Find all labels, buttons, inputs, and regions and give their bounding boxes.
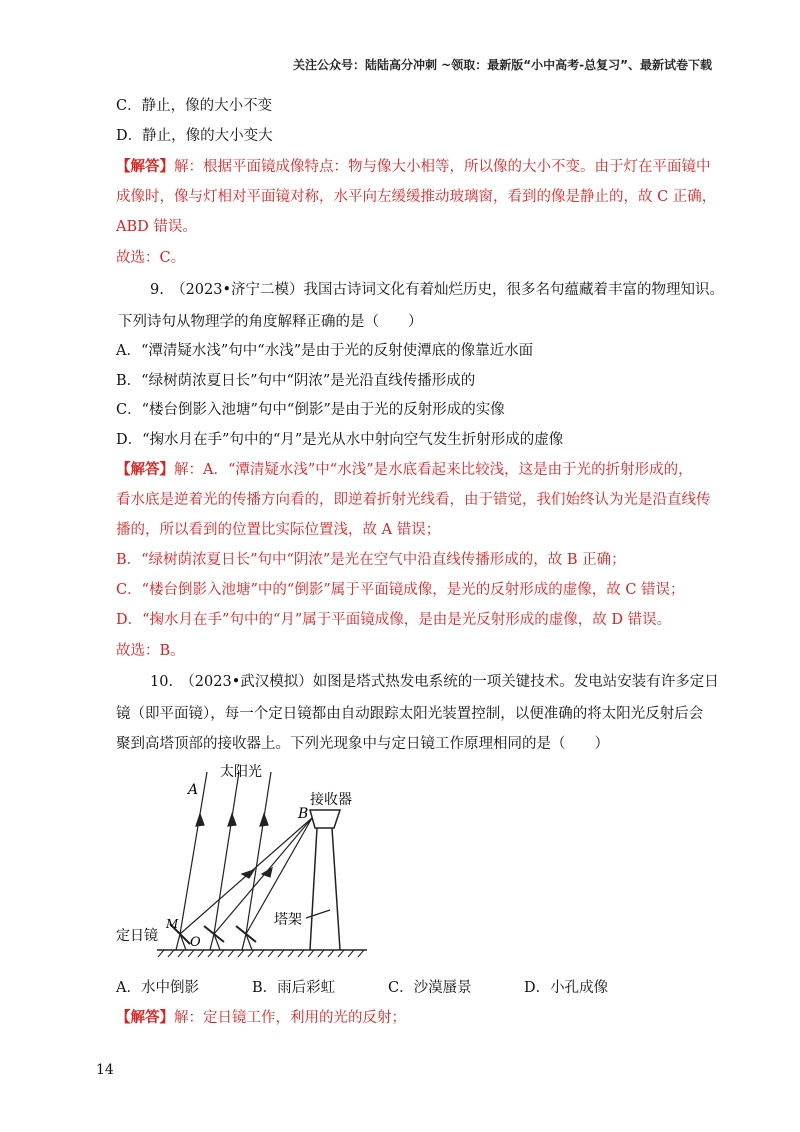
text-line bbox=[116, 734, 716, 754]
option-c: C．沙漠蜃景 bbox=[388, 980, 472, 996]
line-text: 9. （2023•济宁二模）我国古诗词文化有着灿烂历史，很多名句蕴藏着丰富的物理知识。 bbox=[150, 282, 725, 298]
line-text: 10. （2023•武汉模拟）如图是塔式热发电系统的一项关键技术。发电站安装有许多定日 bbox=[150, 674, 719, 690]
text-line bbox=[116, 490, 716, 510]
line-text: 聚到高塔顶部的接收器上。下列光现象中与定日镜工作原理相同的是（ ） bbox=[116, 736, 609, 752]
line-text: 成像时，像与灯相对平面镜对称，水平向左缓缓推动玻璃窗，看到的像是静止的，故 C 正确， bbox=[116, 189, 717, 205]
text-line bbox=[116, 371, 716, 391]
line-text: D．“掬水月在手”句中的“月”属于平面镜成像，是由是光反射形成的虚像，故 D 错误。 bbox=[116, 612, 672, 628]
line-text: 解：A．“潭清疑水浅”中“水浅”是水底看起来比较浅，这是由于光的折射形成的， bbox=[174, 462, 693, 478]
text-line bbox=[116, 610, 716, 630]
answer-tag: 【解答】 bbox=[116, 461, 174, 478]
label-o: O bbox=[190, 935, 201, 950]
option-a: A．水中倒影 bbox=[116, 980, 199, 996]
text-line bbox=[116, 704, 716, 724]
answer-tag: 【解答】 bbox=[116, 158, 174, 175]
heliostat-label: 定日镜 bbox=[116, 928, 158, 944]
line-text: 故选：B。 bbox=[116, 643, 185, 659]
line-text: 播的，所以看到的位置比实际位置浅，故 A 错误； bbox=[116, 522, 441, 538]
text-line bbox=[116, 520, 716, 540]
line-text: 看水底是逆着光的传播方向看的，即逆着折射光线看，由于错觉，我们始终认为光是沿直线传 bbox=[116, 492, 711, 508]
text-line bbox=[116, 641, 716, 661]
text-line bbox=[150, 672, 719, 692]
answer-text: 解：定日镜工作，利用的光的反射； bbox=[174, 1010, 406, 1026]
line-text: 解：根据平面镜成像特点：物与像大小相等，所以像的大小不变。由于灯在平面镜中 bbox=[174, 159, 711, 175]
receiver-label: 接收器 bbox=[310, 792, 352, 808]
line-text: B．“绿树荫浓夏日长”句中“阴浓”是光沿直线传播形成的 bbox=[116, 373, 476, 389]
line-text: C．静止，像的大小不变 bbox=[116, 98, 273, 114]
text-line bbox=[116, 550, 716, 570]
text-line bbox=[118, 312, 716, 332]
option-d: D．小孔成像 bbox=[524, 980, 609, 996]
page-header: 关注公众号：陆陆高分冲刺 ~领取：最新版“小中高考-总复习”、最新试卷下载 bbox=[293, 58, 712, 72]
label-a: A bbox=[188, 782, 199, 798]
text-line bbox=[116, 400, 716, 420]
text-line bbox=[116, 96, 716, 116]
text-line bbox=[116, 580, 716, 600]
answer-tag: 【解答】 bbox=[116, 1009, 174, 1026]
text-line bbox=[116, 341, 716, 361]
line-text: 故选：C。 bbox=[116, 250, 186, 266]
text-line bbox=[116, 157, 716, 177]
line-text: 镜（即平面镜），每一个定日镜都由自动跟踪太阳光装置控制，以便准确的将太阳光反射后会 bbox=[116, 706, 704, 722]
tower bbox=[310, 810, 340, 950]
line-text: ABD 错误。 bbox=[116, 219, 197, 235]
line-text: B．“绿树荫浓夏日长”句中“阴浓”是光在空气中沿直线传播形成的，故 B 正确； bbox=[116, 552, 626, 568]
label-b: B bbox=[298, 806, 309, 822]
option-b: B．雨后彩虹 bbox=[252, 980, 336, 996]
label-m: M bbox=[166, 917, 179, 931]
text-line bbox=[116, 430, 716, 450]
tower-label: 塔架 bbox=[274, 912, 302, 928]
line-text: C．“楼台倒影入池塘”句中“倒影”是由于光的反射形成的实像 bbox=[116, 402, 505, 418]
page-number: 14 bbox=[96, 1062, 114, 1078]
line-text: 下列诗句从物理学的角度解释正确的是（ ） bbox=[118, 314, 423, 330]
text-line bbox=[116, 187, 716, 207]
text-line bbox=[116, 126, 716, 146]
text-line bbox=[150, 280, 725, 300]
line-text: A．“潭清疑水浅”句中“水浅”是由于光的反射使潭底的像靠近水面 bbox=[116, 343, 534, 359]
text-line bbox=[116, 460, 716, 480]
sunlight-label: 太阳光 bbox=[220, 764, 262, 780]
text-line bbox=[116, 248, 716, 268]
final-answer bbox=[116, 1008, 716, 1028]
line-text: C．“楼台倒影入池塘”中的“倒影”属于平面镜成像，是光的反射形成的虚像，故 C 错误； bbox=[116, 582, 685, 598]
line-text: D．“掬水月在手”句中的“月”是光从水中射向空气发生折射形成的虚像 bbox=[116, 432, 564, 448]
line-text: D．静止，像的大小变大 bbox=[116, 128, 273, 144]
solar-tower-figure bbox=[112, 762, 372, 962]
text-line bbox=[116, 217, 716, 237]
